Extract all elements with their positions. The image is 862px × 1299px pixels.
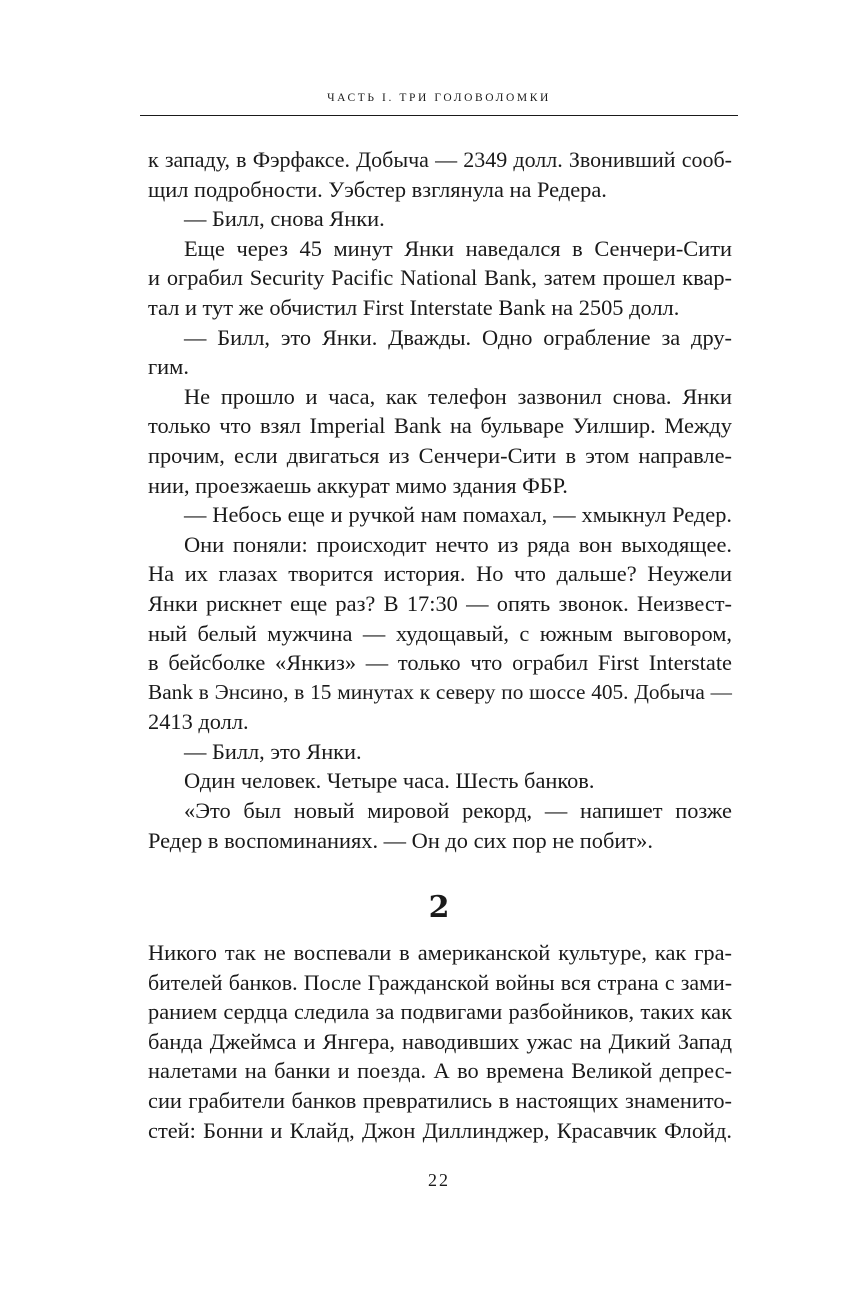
text-line: — Небось еще и ручкой нам помахал, — хмыкнул Редер.: [184, 502, 732, 528]
text-line: На их глазах творится история. Но что дальше? Неужели: [148, 561, 732, 587]
text-line: Еще через 45 минут Янки наведался в Сенчери-Сити: [184, 235, 732, 261]
text-line: 2413 долл.: [148, 709, 249, 735]
text-line: — Билл, это Янки.: [184, 738, 362, 764]
text-line: гим.: [148, 354, 189, 380]
text-line: прочим, если двигаться из Сенчери-Сити в этом направле-: [148, 442, 732, 468]
running-head: ЧАСТЬ I. ТРИ ГОЛОВОЛОМКИ: [327, 92, 551, 104]
page-number: 22: [428, 1170, 450, 1190]
text-line: тал и тут же обчистил First Interstate Bank на 2505 долл.: [148, 294, 680, 320]
text-line: Никого так не воспевали в американской культуре, как гра-: [148, 940, 732, 965]
text-line: Один человек. Четыре часа. Шесть банков.: [184, 768, 595, 794]
section-number: 2: [428, 890, 450, 925]
text-line: Янки рискнет еще раз? В 17:30 — опять звонок. Неизвест-: [148, 590, 732, 616]
text-line: — Билл, снова Янки.: [184, 206, 385, 232]
header-rule: [140, 115, 738, 116]
body-text-block-2: [148, 938, 732, 1145]
text-line: только что взял Imperial Bank на бульваре Уилшир. Между: [148, 413, 732, 439]
text-line: Редер в воспоминаниях. — Он до сих пор не побит».: [148, 827, 653, 853]
text-line: сии грабители банков превратились в настоящих знаменито-: [148, 1087, 732, 1113]
text-line: нии, проезжаешь аккурат мимо здания ФБР.: [148, 472, 568, 498]
text-line: щил подробности. Уэбстер взглянула на Редера.: [148, 176, 607, 202]
text-line: банда Джеймса и Янгера, наводивших ужас на Дикий Запад: [148, 1028, 732, 1054]
text-line: Не прошло и часа, как телефон зазвонил снова. Янки: [184, 383, 732, 409]
text-line: ный белый мужчина — худощавый, с южным выговором,: [148, 620, 732, 646]
text-line: к западу, в Фэрфаксе. Добыча — 2349 долл. Звонивший сооб-: [148, 147, 732, 172]
text-line: налетами на банки и поезда. А во времена Великой депрес-: [148, 1058, 732, 1084]
text-line: стей: Бонни и Клайд, Джон Диллинджер, Красавчик Флойд.: [148, 1117, 732, 1143]
body-text-block-1: [148, 145, 732, 855]
text-line: и ограбил Security Pacific National Bank, затем прошел квар-: [148, 265, 732, 291]
text-line: — Билл, это Янки. Дважды. Одно ограбление за дру-: [184, 324, 732, 350]
text-line: Они поняли: происходит нечто из ряда вон выходящее.: [184, 531, 732, 557]
text-line: «Это был новый мировой рекорд, — напишет позже: [184, 798, 732, 824]
text-line: Bank в Энсино, в 15 минутах к северу по шоссе 405. Добыча —: [148, 679, 732, 704]
text-line: в бейсболке «Янкиз» — только что ограбил First Interstate: [148, 650, 732, 676]
text-line: бителей банков. После Гражданской войны вся страна с зами-: [148, 969, 732, 995]
text-line: ранием сердца следила за подвигами разбойников, таких как: [148, 999, 732, 1025]
